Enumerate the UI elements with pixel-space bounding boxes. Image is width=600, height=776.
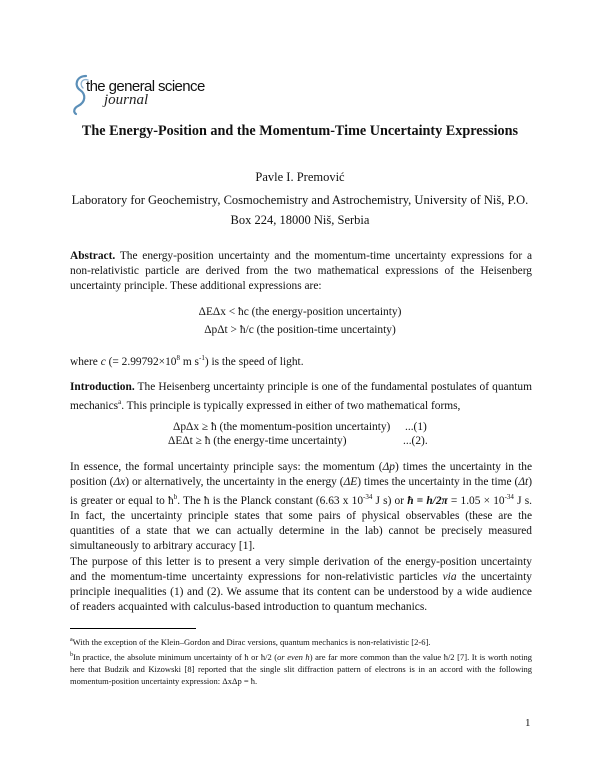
abstract-text: The energy-position uncertainty and the momentum-time uncertainty expressions for a non-relativistic particle are derived from the two mathematical expressions of the Heisenberg uncertainty principle. These additional expressions are: — [70, 250, 532, 292]
equation-2: ΔEΔt ≥ ħ (the energy-time uncertainty) — [168, 435, 347, 447]
p2-text-b: ) times the uncertainty in the position ( — [70, 461, 533, 488]
intro-paragraph-2 — [70, 460, 532, 554]
footnote-divider — [70, 628, 196, 629]
paper-title: The Energy-Position and the Momentum-Time Uncertainty Expressions — [81, 123, 519, 139]
logo-title: the general science — [86, 78, 205, 95]
abstract-equation-2: ΔpΔt > ħ/c (the position-time uncertainty) — [204, 324, 396, 336]
abstract-label: Abstract. — [70, 250, 116, 262]
intro-paragraph-3 — [70, 555, 532, 615]
intro-label: Introduction. — [70, 381, 135, 393]
equation-2-number: ...(2). — [403, 435, 428, 447]
intro-text: The Heisenberg uncertainty principle is one of the fundamental postulates of quantum mechanics — [70, 381, 532, 412]
unit: m s — [180, 355, 199, 368]
footnote-b-text-1: In practice, the absolute minimum uncertainty of ħ or ħ/2 ( — [73, 651, 278, 662]
page-number: 1 — [525, 717, 531, 729]
abstract-equation-1: ΔEΔx < ħc (the energy-position uncertainty) — [198, 306, 402, 318]
p3-text-b: the uncertainty principle inequalities (1) and (2). We assume that its content can be understood by a wide audience of readers acquainted with calculus-based introduction to quantum mechanics. — [70, 571, 532, 613]
symbol-dt: Δt — [518, 476, 529, 488]
footnote-a-mark: a — [70, 637, 73, 643]
symbol-de: ΔE — [343, 476, 358, 488]
intro-paragraph — [70, 380, 532, 414]
p3-text-a: The purpose of this letter is to present a very simple derivation of the energy-position uncertainty and the momentum-time uncertainty expressions for non-relativistic particles — [70, 556, 532, 583]
affiliation: Laboratory for Geochemistry, Cosmochemistry and Astrochemistry, University of Niš, P.O. Box 224, 18000 Niš, Serbia — [71, 193, 529, 227]
equation-1-number: ...(1) — [405, 421, 427, 433]
p2-text-c: ) or alternatively, the uncertainty in the energy ( — [125, 476, 344, 488]
p2-text-d: ) times the uncertainty in the time ( — [357, 476, 519, 488]
footnote-b — [70, 649, 532, 687]
where-end: ) is the speed of light. — [204, 355, 304, 368]
footnote-b-italic: or even ħ — [277, 651, 310, 662]
exponent: 8 — [176, 354, 180, 362]
footnote-ref-b: b — [173, 493, 178, 501]
p2-text-f: . The ħ is the Planck constant (6.63 x 10 — [177, 494, 364, 507]
logo-subtitle: journal — [104, 92, 149, 108]
unit-exponent: -1 — [199, 354, 205, 362]
author: Pavle I. Premović — [255, 170, 345, 184]
exponent-2: -34 — [504, 493, 514, 501]
p2-text-i: J s. In fact, the uncertainty principle states that some pairs of physical observables (these are the quantities of a state that we can actually determine in the lab) cannot be precisely measured simultaneously to arbitrary accuracy [1]. — [70, 494, 532, 552]
intro-text-2: . This principle is typically expressed in either of two mathematical forms, — [121, 399, 461, 412]
speed-of-light-note — [70, 351, 532, 370]
exponent-1: -34 — [363, 493, 373, 501]
abstract-paragraph — [70, 249, 532, 294]
p2-text-h: = 1.05 × 10 — [447, 494, 505, 507]
where-value: (= 2.99792×10 — [105, 355, 177, 368]
symbol-c: c — [100, 355, 106, 368]
p2-text-e: ) is greater or equal to ħ — [70, 476, 532, 507]
p2-text-g: J s) or — [372, 494, 408, 507]
p2-text-a: In essence, the formal uncertainty principle says: the momentum ( — [70, 461, 383, 473]
symbol-dp: Δp — [382, 461, 395, 473]
footnote-ref-a: a — [118, 398, 122, 406]
hbar-definition: ħ = h/2π — [407, 494, 448, 507]
footnote-a — [70, 634, 532, 648]
via-italic: via — [442, 571, 457, 583]
where-text: where — [70, 355, 101, 368]
journal-logo — [70, 72, 250, 118]
footnote-b-text-2: ) are far more common than the value ħ/2 [7]. It is worth noting here that Budzik and Kizowski [8] reported that the single slit diffraction pattern of electrons is in an accord with the following momentum-position uncertainty expression: ΔxΔp = ħ. — [70, 651, 532, 686]
symbol-dx: Δx — [113, 476, 126, 488]
footnote-a-text: With the exception of the Klein–Gordon and Dirac versions, quantum mechanics is non-relativistic [2-6]. — [72, 636, 431, 647]
footnote-b-mark: b — [70, 652, 73, 658]
equation-1: ΔpΔx ≥ ħ (the momentum-position uncertainty) — [173, 421, 391, 433]
